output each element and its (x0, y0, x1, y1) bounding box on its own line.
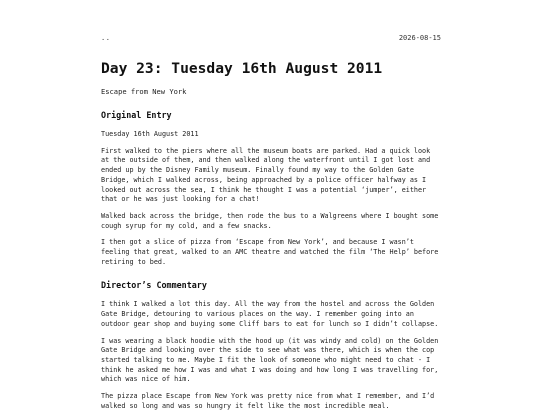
entry-paragraph: I then got a slice of pizza from ‘Escape from New York’, and because I wasn’t feeling that great, walked to an AMC theatre and watched the film ‘The Help’ before retiring to bed. (101, 238, 439, 266)
parent-directory-link[interactable]: .. (101, 34, 111, 42)
entry-paragraph: Walked back across the bridge, then rode the bus to a Walgreens where I bought some cough syrup for my cold, and a few snacks. (101, 211, 439, 230)
header-date: 2026-08-15 (398, 34, 441, 42)
top-bar (101, 0, 441, 46)
commentary-paragraph: The pizza place Escape from New York was pretty nice from what I remember, and I’d walked so long and was so hungry it felt like the most incredible meal. (101, 392, 435, 410)
entry-paragraph: First walked to the piers where all the museum boats are parked. Had a quick look at the outside of them, and then walked along the waterfront until I got lost and ended up by the Disney Family museum. Finally found my way to the Golden Gate Bridge, which I walked across, being approached by a police officer halfway as I looked out across the sea, I think he thought I was a potential ‘jumper’, either that or he was just looking for a chat! (101, 146, 431, 204)
page-subtitle: Escape from New York (101, 87, 187, 96)
commentary-paragraph: I think I walked a lot this day. All the way from the hostel and across the Golden Gate Bridge, detouring to various places on the way. I remember going into an outdoor gear shop and buying some Cliff bars to eat for lunch so I didn’t collapse. (101, 300, 439, 328)
entry-date-paragraph: Tuesday 16th August 2011 (101, 130, 199, 138)
section-heading: Director’s Commentary (101, 280, 207, 291)
page-title: Day 23: Tuesday 16th August 2011 (101, 60, 383, 77)
page (101, 0, 441, 411)
directors-commentary-section (101, 279, 441, 411)
original-entry-section (101, 109, 441, 267)
commentary-paragraph: I was wearing a black hoodie with the hood up (it was windy and cold) on the Golden Gate Bridge and looking over the side to see what was there, which is when the cop started talking to me. Maybe I fit the look of someone who might need to chat - I think he asked me how I was and what I was doing and how long I was travelling for, which was nice of him. (101, 336, 439, 384)
section-heading: Original Entry (101, 110, 172, 120)
